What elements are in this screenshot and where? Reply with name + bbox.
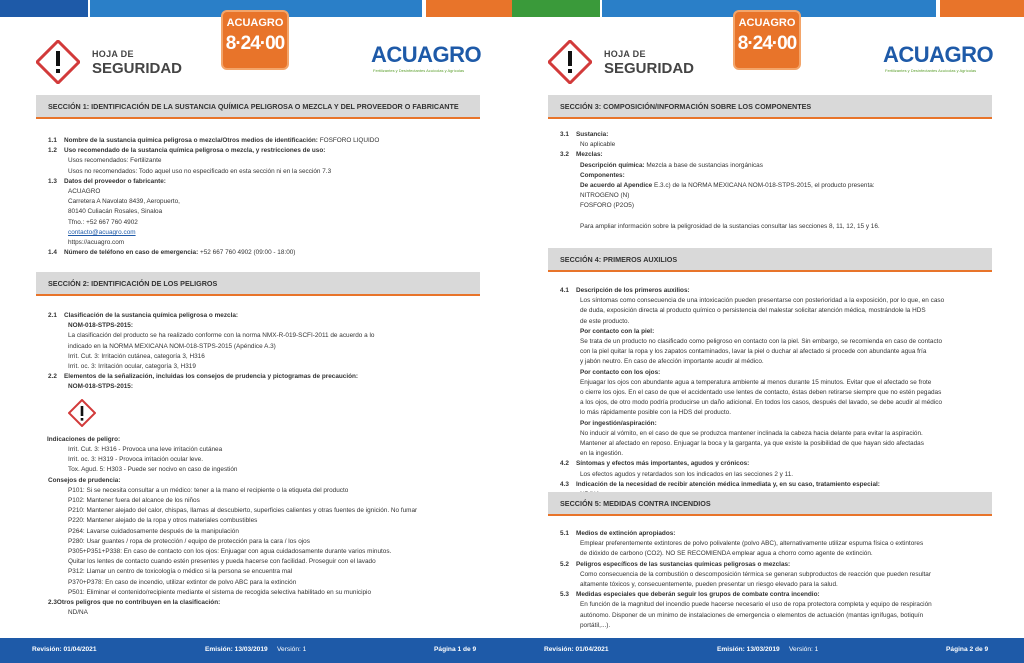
contact-email-link[interactable]: contacto@acuagro.com (68, 228, 136, 236)
acuagro-logo-page-2: ACUAGRO Fertilizantes y Desinfectantes Acuícolas y Agrícolas (883, 42, 994, 73)
section-5-content: 5.1 Medios de extinción apropiados: Emplear preferentemente extintores de polvo polivalente (polvo ABC), alternativamente utilizar espuma física o extintores de dióxido de carbono (CO2). NO SE RECOMIENDA emplear agua a chorro como agente de extinción. 5.2 Peligros específicos de las sustancias químicas peligrosas o mezclas: Como consecuencia de la combustión o descomposición térmica se generan subproductos de reacción que pueden resultar altamente tóxicos y, consecuentemente, pueden presentar un riesgo elevado para la salud. 5.3 Medidas especiales que deberán seguir los grupos de combate contra incendio: En función de la magnitud del incendio puede hacerse necesario el uso de ropa protectora completa y equipo de respiración autónomo. Disponer de un mínimo de instalaciones de emergencia o elementos de actuación (mantas ignífugas, botiquín portátil,...). (560, 530, 932, 629)
acuagro-logo: ACUAGRO Fertilizantes y Desinfectantes Acuícolas y Agrícolas (371, 42, 482, 73)
section-3-content: 3.1 Sustancia: No aplicable 3.2 Mezclas: Descripción química: Mezcla a base de sustancias inorgánicas Componentes: De acuerdo al Apendice E.3.c) de la NORMA MEXICANA NOM-018-STPS-2015, el producto presenta: NITROGENO (N) FOSFORO (P2O5) Para ampliar información sobre la peligrosidad de la sustancias consultar las secciones 8, 11, 12, 15 y 16. (560, 131, 880, 230)
top-bar-orange-2 (940, 0, 1024, 17)
section-3-heading: SECCIÓN 3: COMPOSICIÓN/INFORMACIÓN SOBRE LOS COMPONENTES (548, 95, 992, 119)
section-2-heading: SECCIÓN 2: IDENTIFICACIÓN DE LOS PELIGROS (36, 272, 480, 296)
top-bar-green-2 (512, 0, 600, 17)
product-badge: ACUAGRO 8·24·00 (221, 10, 289, 70)
section-4-heading: SECCIÓN 4: PRIMEROS AUXILIOS (548, 248, 992, 272)
section-4-content: 4.1 Descripción de los primeros auxilios: Los síntomas como consecuencia de una intoxicación pueden presentarse con posterioridad a la exposición, por lo que, en caso de duda, exposición directa al producto químico o persistencia del malestar solicitar atención médica, mostrándole la HDS de este producto. Por contacto con la piel: Se trata de un producto no clasificado como peligroso en contacto con la piel. Sin embargo, se recomienda en caso de contacto con la piel quitar la ropa y los zapatos contaminados, lavar la piel o duchar al afectado si procede con abundante agua fría y jabón neutro. En caso de afección importante acudir al médico. Por contacto con los ojos: Enjuagar los ojos con abundante agua a temperatura ambiente al menos durante 15 minutos. Evitar que el afectado se frote o cierre los ojos. En el caso de que el accidentado use lentes de contacto, éstas deben retirarse siempre que no estén pegadas a los ojos, de otro modo podría producirse un daño adicional. En todos los casos, después del lavado, se debe acudir al médico lo más rápidamente posible con la HDS del producto. Por ingestión/aspiración: No inducir al vómito, en el caso de que se produzca mantener inclinada la cabeza hacia delante para evitar la aspiración. Mantener al afectado en reposo. Enjuagar la boca y la garganta, ya que existe la posibilidad de que hayan sido afectadas en la ingestión. 4.2 Síntomas y efectos más importantes, agudos y crónicos: Los efectos agudos y retardados son los indicados en las secciones 2 y 11. 4.3 Indicación de la necesidad de recibir atención médica inmediata y, en su caso, tratamiento especial: (560, 287, 945, 488)
product-badge-page-2: ACUAGRO 8·24·00 (733, 10, 801, 70)
top-bar-orange-1 (426, 0, 512, 17)
sheet-title: HOJA DE SEGURIDAD (92, 49, 183, 77)
section-5-heading: SECCIÓN 5: MEDIDAS CONTRA INCENDIOS (548, 492, 992, 516)
top-bar-blue-1 (0, 0, 88, 17)
footer-page-1: Revisión: 01/04/2021 Emisión: 13/03/2019 Versión: 1 Página 1 de 9 (0, 638, 512, 663)
footer-page-2: Revisión: 01/04/2021 Emisión: 13/03/2019 Versión: 1 Página 2 de 9 (512, 638, 1024, 663)
exclamation-pictogram-icon (68, 399, 96, 427)
hazard-icon (36, 40, 80, 84)
hazard-icon-page-2 (548, 40, 592, 84)
sheet-title-page-2: HOJA DE SEGURIDAD (604, 49, 695, 77)
section-2-content: 2.1 Clasificación de la sustancia química peligrosa o mezcla: NOM-018-STPS-2015: La clasificación del producto se ha realizado conforme con la norma NMX-R-019-SCFI-2011 de acuerdo a lo indicado en la NORMA MEXICANA NOM-018-STPS-2015 (Apéndice A.3) Irrit. Cut. 3: Irritación cutánea, categoría 3, H316 Irrit. oc. 3: Irritación ocular, categoría 3, H319 2.2 Elementos de la señalización, incluidas los consejos de prudencia y pictogramas de precaución: NOM-018-STPS-2015: Indicaciones de peligro: Irrit. Cut. 3: H316 - Provoca una leve irritación cutánea Irrit. oc. 3: H319 - Provoca irritación ocular leve. Tox. Agud. 5: H303 - Puede ser nocivo en caso de ingestión Consejos de prudencia: P101: Si se necesita consultar a un médico: tener a la mano el recipiente o la etiqueta del producto P102: Mantener fuera del alcance de los niños P210: Mantener alejado del calor, chispas, llamas al descubierto, superficies calientes y otras fuentes de ignición. No fumar P220: Mantener alejado de la ropa y otros materiales combustibles P264: Lavarse cuidadosamente después de la manipulación P280: Usar guantes / ropa de protección / equipo de protección para la cara / los ojos P305+P351+P338: En caso de contacto con los ojos: Enjuagar con agua cuidadosamente durante varios minutos. Quitar los lentes de contacto cuando estén presentes y pueda hacerse con facilidad. Proseguir con el lavado P312: Llamar un centro de toxicología o médico si la persona se encuentra mal P370+P378: En caso de incendio, utilizar extintor de polvo ABC para la extinción P501: Eliminar el contenido/recipiente mediante el sistema de recogida selectiva habilitado en su municipio 2.3Otros peligros que no contribuyen en la clasificación: ND/NA (47, 312, 418, 617)
section-1-content: 1.1 Nombre de la sustancia química peligrosa o mezcla/Otros medios de identificación: FOSFORO LIQUIDO 1.2 Uso recomendado de la sustancia química peligrosa o mezcla, y restricciones de uso: Usos recomendados: Fertilizante Usos no recomendados: Todo aquel uso no especificado en esta sección ni en la sección 7.3 1.3 Datos del proveedor o fabricante: ACUAGRO Carretera A Navolato 8439, Aeropuerto, 80140 Culiacán Rosales, Sinaloa Tfno.: +52 667 760 4902 contacto@acuagro.com https://acuagro.com 1.4 Número de teléfono en caso de emergencia: +52 667 760 4902 (09:00 - 18:00) (48, 137, 380, 257)
section-1-heading: SECCIÓN 1: IDENTIFICACIÓN DE LA SUSTANCIA QUÍMICA PELIGROSA O MEZCLA Y DEL PROVEEDOR O FABRICANTE (36, 95, 480, 119)
